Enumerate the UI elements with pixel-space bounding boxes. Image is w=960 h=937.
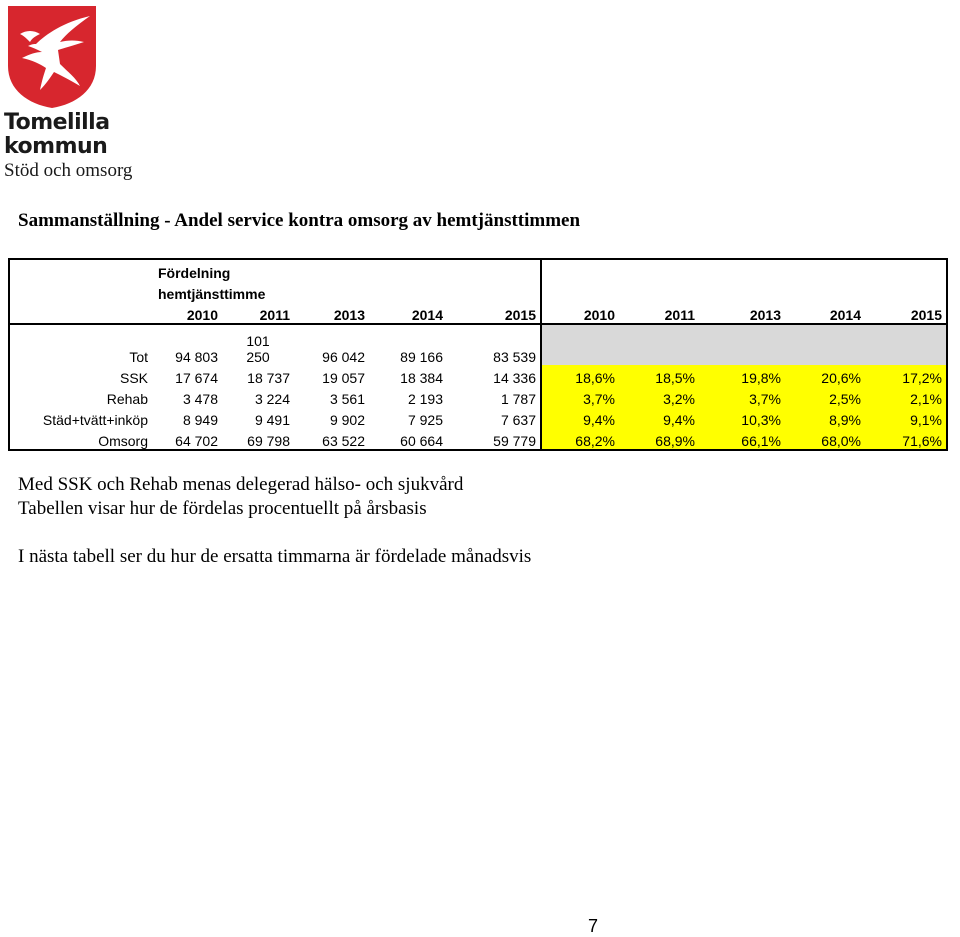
note-line: Tabellen visar hur de fördelas procentuellt på årsbasis bbox=[18, 498, 427, 519]
table-cell: 1 787 bbox=[500, 391, 536, 407]
year-header: 2014 bbox=[369, 302, 447, 324]
department-name: Stöd och omsorg bbox=[4, 160, 133, 181]
table-cell: 7 637 bbox=[500, 412, 536, 428]
pct-year-header: 2011 bbox=[619, 302, 699, 324]
pct-cell: 3,2% bbox=[619, 386, 699, 407]
table-row bbox=[9, 365, 947, 386]
pct-cell: 20,6% bbox=[785, 365, 865, 386]
pct-cell: 19,8% bbox=[699, 365, 785, 386]
row-label: Omsorg bbox=[9, 428, 152, 450]
table-cell-line1: 101 bbox=[246, 333, 270, 349]
table-cell: 69 798 bbox=[222, 428, 294, 450]
empty-cell bbox=[699, 324, 785, 365]
note-line: I nästa tabell ser du hur de ersatta timmarna är fördelade månadsvis bbox=[18, 546, 532, 567]
table-cell: 3 478 bbox=[182, 391, 218, 407]
table-cell: 9 491 bbox=[254, 412, 290, 428]
table-row bbox=[9, 386, 947, 407]
year-header: 2013 bbox=[294, 302, 369, 324]
row-label: Tot bbox=[9, 324, 152, 365]
empty-cell bbox=[785, 324, 865, 365]
pct-cell: 17,2% bbox=[865, 365, 947, 386]
pct-cell: 18,5% bbox=[619, 365, 699, 386]
year-header: 2010 bbox=[152, 302, 222, 324]
pct-cell: 66,1% bbox=[699, 428, 785, 450]
table-cell: 3 224 bbox=[254, 391, 290, 407]
table-cell: 17 674 bbox=[175, 370, 218, 386]
page-heading: Sammanställning - Andel service kontra omsorg av hemtjänsttimmen bbox=[18, 210, 581, 231]
table-row bbox=[9, 428, 947, 450]
table-cell: 89 166 bbox=[400, 349, 443, 365]
empty-cell bbox=[619, 324, 699, 365]
pct-year-header: 2014 bbox=[785, 302, 865, 324]
table-year-header-row bbox=[9, 302, 947, 324]
table-cell: 2 193 bbox=[407, 391, 443, 407]
group-label: Fördelning bbox=[152, 259, 541, 281]
pct-cell: 18,6% bbox=[541, 365, 619, 386]
pct-year-header: 2013 bbox=[699, 302, 785, 324]
group-label-2: hemtjänsttimme bbox=[158, 286, 266, 302]
table-cell: 94 803 bbox=[175, 349, 218, 365]
shield-kite-icon bbox=[6, 4, 98, 110]
pct-cell: 68,9% bbox=[619, 428, 699, 450]
pct-cell: 2,1% bbox=[865, 386, 947, 407]
brand-name-line1: Tomelilla bbox=[4, 110, 110, 135]
table-row bbox=[9, 407, 947, 428]
year-header: 2011 bbox=[222, 302, 294, 324]
empty-cell bbox=[865, 324, 947, 365]
table-cell: 19 057 bbox=[322, 370, 365, 386]
table-row-tot bbox=[9, 324, 947, 365]
pct-cell: 68,2% bbox=[541, 428, 619, 450]
table-header-group-row-2 bbox=[9, 281, 947, 302]
table-cell: 18 384 bbox=[400, 370, 443, 386]
row-label: Rehab bbox=[9, 386, 152, 407]
table-header-group-row bbox=[9, 259, 947, 281]
table-cell: 64 702 bbox=[152, 428, 222, 450]
table-cell: 96 042 bbox=[322, 349, 365, 365]
pct-cell: 3,7% bbox=[699, 386, 785, 407]
pct-cell: 3,7% bbox=[541, 386, 619, 407]
table-cell bbox=[222, 324, 294, 365]
table-cell: 7 925 bbox=[407, 412, 443, 428]
table-cell: 83 539 bbox=[493, 349, 536, 365]
table-cell: 8 949 bbox=[182, 412, 218, 428]
table-cell: 60 664 bbox=[369, 428, 447, 450]
pct-year-header: 2010 bbox=[541, 302, 619, 324]
table-cell-line2: 250 bbox=[246, 349, 270, 365]
table-cell: 3 561 bbox=[329, 391, 365, 407]
pct-cell: 9,4% bbox=[541, 407, 619, 428]
page-number: 7 bbox=[588, 916, 599, 936]
pct-cell: 2,5% bbox=[785, 386, 865, 407]
municipality-logo bbox=[6, 4, 98, 115]
pct-cell: 9,1% bbox=[865, 407, 947, 428]
row-label: Städ+tvätt+inköp bbox=[9, 407, 152, 428]
table-cell: 9 902 bbox=[329, 412, 365, 428]
table-cell: 18 737 bbox=[247, 370, 290, 386]
row-label: SSK bbox=[9, 365, 152, 386]
note-line: Med SSK och Rehab menas delegerad hälso- och sjukvård bbox=[18, 474, 464, 495]
table-cell: 59 779 bbox=[447, 428, 541, 450]
year-header: 2015 bbox=[447, 302, 541, 324]
pct-cell: 8,9% bbox=[785, 407, 865, 428]
brand-name-line2: kommun bbox=[4, 134, 108, 159]
pct-year-header: 2015 bbox=[865, 302, 947, 324]
distribution-table bbox=[8, 258, 948, 451]
pct-cell: 10,3% bbox=[699, 407, 785, 428]
empty-cell bbox=[541, 324, 619, 365]
pct-cell: 9,4% bbox=[619, 407, 699, 428]
table-cell: 14 336 bbox=[493, 370, 536, 386]
pct-cell: 68,0% bbox=[785, 428, 865, 450]
table-cell: 63 522 bbox=[294, 428, 369, 450]
pct-cell: 71,6% bbox=[865, 428, 947, 450]
